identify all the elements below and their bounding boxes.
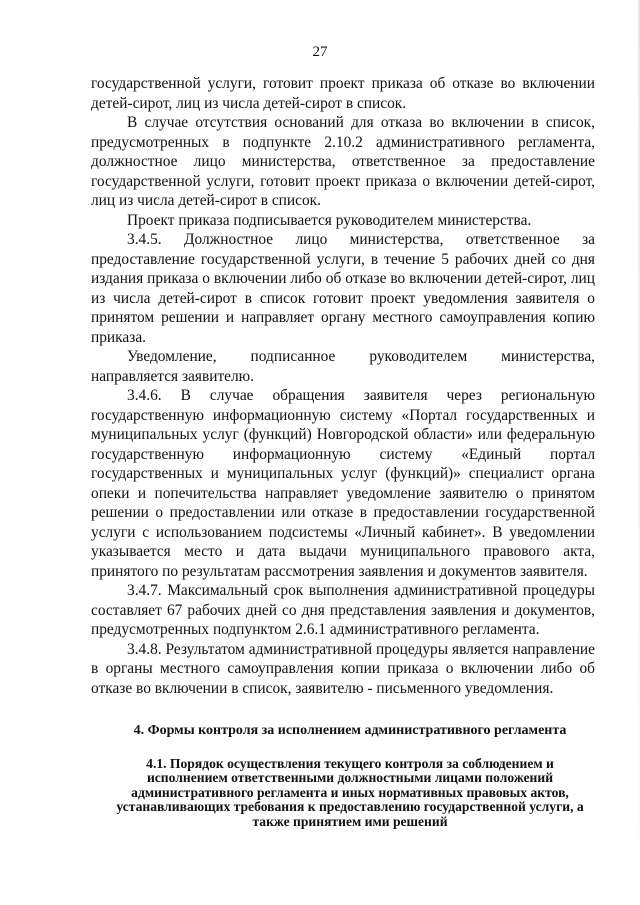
paragraph: Проект приказа подписывается руководителем министерства.	[127, 211, 532, 229]
paragraph-3-4-5: 3.4.5. Должностное лицо министерства, ответственное за предоставление государственной услуги, в течение 5 рабочих дней со дня издания приказа о включении либо об отказе во включении детей-сирот, лиц из числа детей-сирот в список готовит проект уведомления заявителя о принятом решении и направляет органу местного самоуправления копию приказа.	[91, 231, 595, 346]
paragraph-3-4-6: 3.4.6. В случае обращения заявителя через региональную государственную информационную систему «Портал государственных и муниципальных услуг (функций) Новгородской области» или федеральную государственную информационную систему «Единый портал государственных и муниципальных услуг (функций)» специалист органа опеки и попечительства направляет уведомление заявителю о принятом решении о предоставлении или отказе в предоставлении государственной услуги с использованием подсистемы «Личный кабинет». В уведомлении указывается место и дата выдачи муниципального правового акта, принятого по результатам рассмотрения заявления и документов заявителя.	[91, 387, 595, 580]
body-text	[91, 74, 595, 698]
paragraph: В случае отсутствия оснований для отказа во включении в список, предусмотренных в подпункте 2.10.2 административного регламента, должностное лицо министерства, ответственное за предоставление государственной услуги, готовит проект приказа о включении детей-сирот, лиц из числа детей-сирот в список.	[91, 114, 595, 209]
section-heading: 4. Формы контроля за исполнением административного регламента	[133, 723, 567, 738]
subsection-heading: 4.1. Порядок осуществления текущего контроля за соблюдением и исполнением ответственными должностными лицами положений административного регламента и иных нормативных правовых актов, устанавливающих требования к предоставлению государственной услуги, а также принятием ими решений	[116, 756, 584, 829]
paragraph-3-4-8: 3.4.8. Результатом административной процедуры является направление в органы местного самоуправления копии приказа о включении либо об отказе во включении в список, заявителю - письменного уведомления.	[91, 640, 595, 697]
paragraph-3-4-7: 3.4.7. Максимальный срок выполнения административной процедуры составляет 67 рабочих дней со дня представления заявления и документов, предусмотренных подпунктом 2.6.1 административного регламента.	[91, 582, 595, 638]
paragraph-continuation: государственной услуги, готовит проект приказа об отказе во включении детей-сирот, лиц из числа детей-сирот в список.	[91, 75, 595, 112]
page-number: 27	[312, 44, 328, 60]
paragraph: Уведомление, подписанное руководителем министерства, направляется заявителю.	[91, 348, 595, 385]
